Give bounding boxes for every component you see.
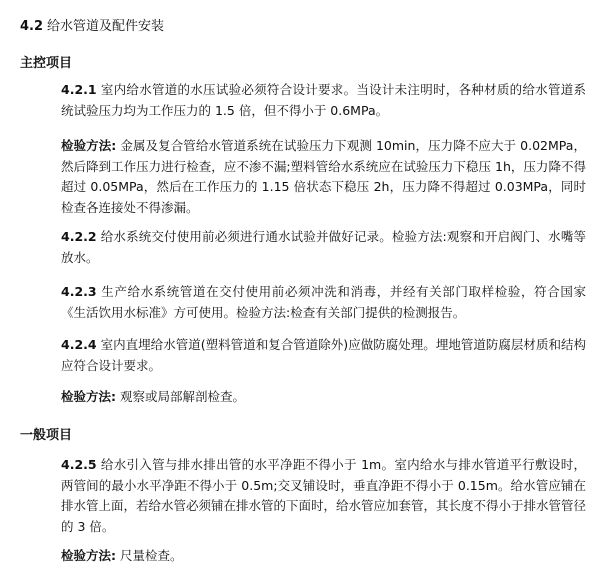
inspection-method-2 xyxy=(61,387,586,408)
clause-4-2-5 xyxy=(61,455,586,537)
inspection-text: 观察或局部解剖检查。 xyxy=(120,389,246,404)
inspection-method-1 xyxy=(61,136,586,218)
inspection-label: 检验方法: xyxy=(61,138,117,153)
clause-number: 4.2.4 xyxy=(61,337,97,352)
section-title xyxy=(20,15,164,34)
clause-4-2-4 xyxy=(61,335,586,376)
clause-number: 4.2.3 xyxy=(61,284,97,299)
section-title-text: 给水管道及配件安装 xyxy=(47,19,165,34)
clause-number: 4.2.2 xyxy=(61,229,97,244)
inspection-label: 检验方法: xyxy=(61,389,116,404)
inspection-label: 检验方法: xyxy=(61,548,116,563)
clause-4-2-1 xyxy=(61,80,586,121)
clause-text: 给水引入管与排水排出管的水平净距不得小于 1m。室内给水与排水管道平行敷设时，两管间的最小水平净距不得小于 0.5m;交叉铺设时，垂直净距不得小于 0.15m。给水管应铺在排水管上面，若给水管必须铺在排水管的下面时，给水管应加套管，其长度不得小于排水管管径的 3 倍。 xyxy=(61,457,587,534)
clause-number: 4.2.1 xyxy=(61,82,97,97)
clause-text: 生产给水系统管道在交付使用前必须冲洗和消毒，并经有关部门取样检验，符合国家《生活饮用水标准》方可使用。检验方法:检查有关部门提供的检测报告。 xyxy=(61,284,586,320)
section-number: 4.2 xyxy=(20,19,44,34)
clause-4-2-2 xyxy=(61,227,586,268)
heading-general-items: 一般项目 xyxy=(20,428,73,443)
clause-text: 室内给水管道的水压试验必须符合设计要求。当设计未注明时，各种材质的给水管道系统试验压力均为工作压力的 1.5 倍，但不得小于 0.6MPa。 xyxy=(61,82,586,118)
inspection-text: 金属及复合管给水管道系统在试验压力下观测 10min，压力降不应大于 0.02MPa，然后降到工作压力进行检查，应不渗不漏;塑料管给水系统应在试验压力下稳压 1h，压力降不得超过 0.05MPa，然后在工作压力的 1.15 倍状态下稳压 2h，压力降不得超过 0.03MPa，同时检查各连接处不得渗漏。 xyxy=(61,138,586,215)
clause-4-2-3 xyxy=(61,282,586,323)
inspection-text: 尺量检查。 xyxy=(120,548,183,563)
heading-main-items: 主控项目 xyxy=(20,56,73,71)
inspection-method-3 xyxy=(61,546,586,567)
clause-text: 室内直埋给水管道(塑料管道和复合管道除外)应做防腐处理。埋地管道防腐层材质和结构应符合设计要求。 xyxy=(61,337,586,373)
clause-number: 4.2.5 xyxy=(61,457,97,472)
clause-text: 给水系统交付使用前必须进行通水试验并做好记录。检验方法:观察和开启阀门、水嘴等放水。 xyxy=(61,229,586,265)
